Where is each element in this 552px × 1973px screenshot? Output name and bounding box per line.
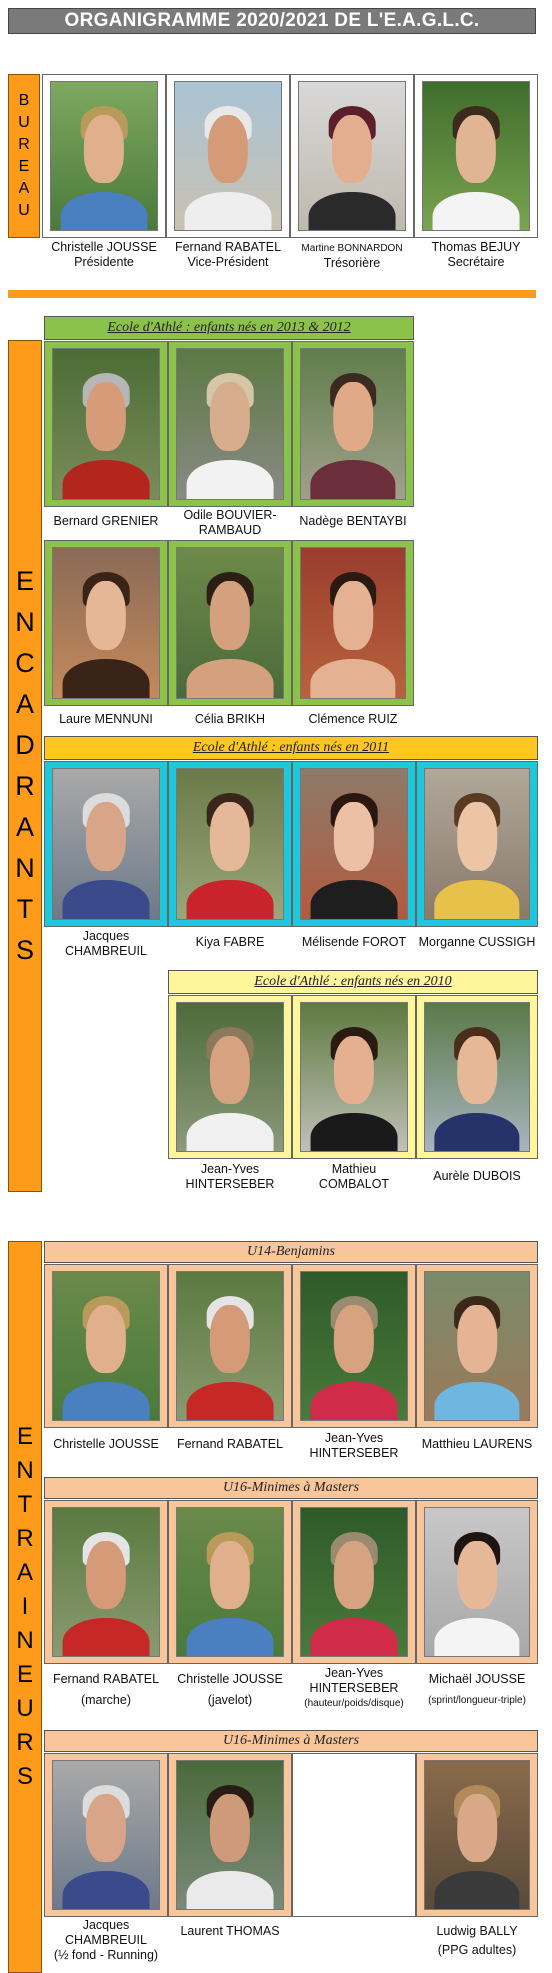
- encadrant-photo-cell: [416, 761, 538, 927]
- bureau-letter: U: [18, 202, 30, 219]
- bureau-letter: U: [18, 114, 30, 131]
- group-band-2013-2012: [44, 316, 414, 340]
- entraineur-photo-cell: [416, 1264, 538, 1428]
- encadrants-letter: T: [16, 894, 34, 924]
- entraineurs-letter: S: [16, 1763, 33, 1790]
- portrait-photo: [52, 768, 160, 920]
- encadrants-letter: N: [15, 607, 35, 637]
- encadrant-name: [292, 514, 414, 529]
- person-name-line2: HINTERSEBER: [185, 1177, 275, 1191]
- person-name: Odile BOUVIER-: [183, 508, 277, 522]
- portrait-photo: [424, 1271, 530, 1421]
- entraineurs-letter: R: [16, 1729, 34, 1756]
- encadrants-letter: D: [15, 730, 35, 760]
- band-label: U16-Minimes à Masters: [222, 1733, 360, 1748]
- encadrants-letter: A: [15, 812, 34, 842]
- bureau-name: [166, 240, 290, 270]
- person-name: Christelle JOUSSE: [177, 1672, 283, 1686]
- entraineur-photo-cell: [292, 1264, 416, 1428]
- group-band-u14: [44, 1241, 538, 1263]
- entraineurs-letter: E: [16, 1423, 33, 1450]
- entraineur-name: [292, 1666, 416, 1711]
- entraineurs-letter: N: [16, 1627, 34, 1654]
- entraineurs-letter: N: [16, 1457, 34, 1484]
- encadrant-photo-cell: [168, 761, 292, 927]
- encadrant-name: [168, 712, 292, 727]
- portrait-photo: [300, 1002, 408, 1152]
- entraineur-photo-cell: [416, 1500, 538, 1664]
- member-role: Vice-Président: [187, 255, 269, 269]
- encadrant-photo-cell: [168, 995, 292, 1159]
- portrait-photo: [300, 1271, 408, 1421]
- bureau-photo-cell: [42, 74, 166, 238]
- entraineur-photo-cell: [44, 1500, 168, 1664]
- encadrant-photo-cell: [44, 341, 168, 507]
- portrait-photo: [300, 547, 406, 699]
- entraineur-name: [168, 1924, 292, 1939]
- person-name: Ludwig BALLY: [436, 1924, 518, 1938]
- encadrants-letter: C: [15, 648, 35, 678]
- portrait-photo: [424, 1002, 530, 1152]
- group-band-2011: [44, 736, 538, 760]
- entraineur-name: [44, 1672, 168, 1708]
- portrait-photo: [52, 1760, 160, 1910]
- entraineur-name: [168, 1437, 292, 1452]
- entraineur-photo-cell: [168, 1753, 292, 1917]
- encadrant-name: [168, 935, 292, 950]
- person-name: Aurèle DUBOIS: [433, 1169, 521, 1183]
- encadrants-letter: N: [15, 853, 35, 883]
- bureau-photo-cell: [414, 74, 538, 238]
- encadrant-name: [292, 1162, 416, 1192]
- portrait-photo: [176, 768, 284, 920]
- encadrant-name: [168, 508, 292, 538]
- person-specialty: (marche): [80, 1693, 131, 1707]
- encadrant-name: [412, 935, 542, 950]
- entraineur-name: [414, 1437, 540, 1452]
- person-name: Jacques: [82, 1918, 130, 1932]
- encadrants-letter: S: [15, 935, 34, 965]
- bureau-photo-cell: [290, 74, 414, 238]
- entraineur-empty-cell: [292, 1753, 416, 1917]
- person-name-line2: CHAMBREUIL: [65, 1933, 147, 1947]
- entraineur-photo-cell: [168, 1500, 292, 1664]
- band-label: U14-Benjamins: [247, 1244, 335, 1259]
- encadrant-name: [44, 929, 168, 959]
- portrait-photo: [176, 1760, 284, 1910]
- entraineur-name: [44, 1437, 168, 1452]
- encadrant-photo-cell: [416, 995, 538, 1159]
- portrait-photo: [176, 1507, 284, 1657]
- encadrants-letter: R: [15, 771, 35, 801]
- person-name: Jean-Yves: [200, 1162, 260, 1176]
- entraineurs-letter: E: [16, 1661, 33, 1688]
- person-name: Laurent THOMAS: [180, 1924, 280, 1938]
- entraineur-photo-cell: [416, 1753, 538, 1917]
- portrait-photo: [176, 1002, 284, 1152]
- portrait-photo: [424, 1507, 530, 1657]
- group-band-2010: [168, 970, 538, 994]
- section-divider: [8, 290, 536, 298]
- entraineur-photo-cell: [168, 1264, 292, 1428]
- person-name: Kiya FABRE: [195, 935, 265, 949]
- portrait-photo: [300, 348, 406, 500]
- person-name: Mathieu: [331, 1162, 377, 1176]
- bureau-letter: R: [18, 136, 30, 153]
- person-name-line2: CHAMBREUIL: [65, 944, 147, 958]
- portrait-photo: [174, 81, 282, 231]
- person-name-line2: RAMBAUD: [198, 523, 262, 537]
- person-name: Christelle JOUSSE: [53, 1437, 159, 1451]
- bureau-label: [8, 74, 40, 238]
- person-name: Clémence RUIZ: [308, 712, 398, 726]
- member-role: Trésorière: [323, 256, 381, 270]
- portrait-photo: [422, 81, 530, 231]
- encadrants-label: [8, 340, 42, 1192]
- bureau-photo-cell: [166, 74, 290, 238]
- member-role: Secrétaire: [447, 255, 505, 269]
- band-label: Ecole d'Athlé : enfants nés en 2013 & 2012: [107, 320, 351, 335]
- person-name: Jean-Yves: [324, 1666, 384, 1680]
- member-name: Martine BONNARDON: [301, 243, 403, 254]
- portrait-photo: [52, 1507, 160, 1657]
- member-name: Fernand RABATEL: [174, 240, 282, 254]
- person-specialty: (javelot): [207, 1693, 253, 1707]
- person-name: Jacques: [82, 929, 130, 943]
- person-name: Mélisende FOROT: [301, 935, 407, 949]
- encadrant-photo-cell: [292, 761, 416, 927]
- person-name: Célia BRIKH: [194, 712, 266, 726]
- encadrant-photo-cell: [44, 761, 168, 927]
- person-name: Bernard GRENIER: [53, 514, 159, 528]
- entraineur-photo-cell: [44, 1753, 168, 1917]
- person-name: Nadège BENTAYBI: [299, 514, 407, 528]
- person-name-line2: COMBALOT: [318, 1177, 390, 1191]
- group-band-u16-1: [44, 1477, 538, 1499]
- encadrant-photo-cell: [292, 341, 414, 507]
- person-name: Fernand RABATEL: [52, 1672, 160, 1686]
- entraineur-name: [168, 1672, 292, 1708]
- person-name: Morganne CUSSIGH: [418, 935, 536, 949]
- person-name: Jean-Yves: [324, 1431, 384, 1445]
- band-label: U16-Minimes à Masters: [222, 1480, 360, 1495]
- person-name: Michaël JOUSSE: [428, 1672, 526, 1686]
- member-name: Thomas BEJUY: [431, 240, 521, 254]
- portrait-photo: [176, 348, 284, 500]
- portrait-photo: [52, 1271, 160, 1421]
- encadrant-name: [168, 1162, 292, 1192]
- band-label: Ecole d'Athlé : enfants nés en 2011: [192, 740, 390, 755]
- bureau-name: [42, 240, 166, 270]
- bureau-name: [290, 240, 414, 271]
- entraineurs-letter: I: [21, 1593, 29, 1620]
- entraineur-name: [412, 1672, 542, 1708]
- encadrants-letter: E: [15, 566, 34, 596]
- encadrant-name: [292, 935, 416, 950]
- portrait-photo: [50, 81, 158, 231]
- portrait-photo: [176, 547, 284, 699]
- encadrant-photo-cell: [292, 540, 414, 706]
- bureau-letter: A: [18, 180, 30, 197]
- person-name: Laure MENNUNI: [59, 712, 153, 726]
- person-name-line2: HINTERSEBER: [309, 1681, 399, 1695]
- member-role: Présidente: [74, 255, 134, 269]
- person-name: Fernand RABATEL: [176, 1437, 284, 1451]
- person-name: Matthieu LAURENS: [421, 1437, 533, 1451]
- encadrants-letter: A: [15, 689, 34, 719]
- portrait-photo: [300, 1507, 408, 1657]
- person-specialty: (½ fond - Running): [53, 1948, 159, 1962]
- entraineurs-letter: R: [16, 1525, 34, 1552]
- band-label: Ecole d'Athlé : enfants nés en 2010: [254, 974, 452, 989]
- portrait-photo: [52, 547, 160, 699]
- group-band-u16-2: [44, 1730, 538, 1752]
- portrait-photo: [298, 81, 406, 231]
- portrait-photo: [424, 1760, 530, 1910]
- bureau-letter: B: [18, 92, 30, 109]
- encadrant-photo-cell: [168, 341, 292, 507]
- entraineur-name: [44, 1918, 168, 1963]
- encadrant-name: [44, 514, 168, 529]
- member-name: Christelle JOUSSE: [51, 240, 157, 254]
- entraineur-photo-cell: [44, 1264, 168, 1428]
- encadrant-name: [292, 712, 414, 727]
- encadrant-name: [44, 712, 168, 727]
- encadrant-photo-cell: [292, 995, 416, 1159]
- entraineurs-letter: A: [16, 1559, 33, 1586]
- portrait-photo: [176, 1271, 284, 1421]
- entraineur-name: [292, 1431, 416, 1461]
- encadrant-photo-cell: [44, 540, 168, 706]
- portrait-photo: [52, 348, 160, 500]
- entraineur-photo-cell: [292, 1500, 416, 1664]
- bureau-name: [414, 240, 538, 270]
- entraineurs-letter: U: [16, 1695, 34, 1722]
- person-specialty: (hauteur/poids/disque): [304, 1698, 404, 1709]
- encadrant-name: [416, 1169, 538, 1184]
- person-specialty: (PPG adultes): [437, 1943, 517, 1957]
- portrait-photo: [300, 768, 408, 920]
- entraineur-name: [416, 1924, 538, 1958]
- person-specialty: (sprint/longueur-triple): [428, 1695, 526, 1706]
- entraineurs-letter: T: [17, 1491, 33, 1518]
- person-name-line2: HINTERSEBER: [309, 1446, 399, 1460]
- page-title: ORGANIGRAMME 2020/2021 DE L'E.A.G.L.C.: [8, 8, 536, 34]
- encadrant-photo-cell: [168, 540, 292, 706]
- entraineurs-label: [8, 1241, 42, 1973]
- portrait-photo: [424, 768, 530, 920]
- bureau-letter: E: [18, 158, 30, 175]
